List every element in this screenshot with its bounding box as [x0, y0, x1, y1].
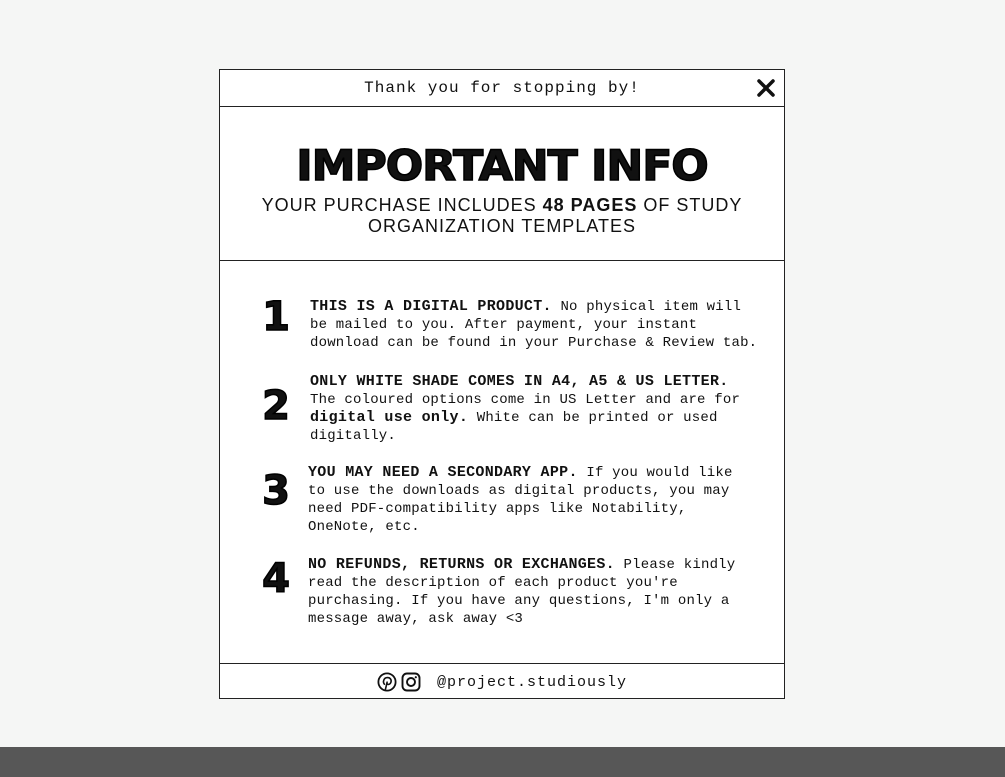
social-handle: @project.studiously [436, 673, 628, 691]
item-emphasis: digital use only. [310, 409, 469, 426]
item-heading: YOU MAY NEED A SECONDARY APP. [308, 464, 578, 481]
item-body: No physical item will be mailed to you. After payment, your instant download can be found in your Purchase & Review tab. [310, 299, 758, 351]
item-number: 1 [262, 294, 290, 340]
info-list [220, 260, 784, 664]
instagram-link[interactable] [401, 672, 421, 692]
item-body: If you would like to use the downloads as digital products, you may need PDF-compatibility apps like Notability, OneNote, etc. [308, 465, 733, 535]
summary-page-count: 48 PAGES [542, 195, 638, 215]
item-heading: ONLY WHITE SHADE COMES IN A4, A5 & US LETTER. [310, 373, 729, 390]
pinterest-icon[interactable] [377, 672, 397, 692]
item-text [310, 298, 760, 352]
item-heading: THIS IS A DIGITAL PRODUCT. [310, 298, 552, 315]
item-number: 4 [262, 556, 290, 602]
item-number: 2 [262, 383, 290, 429]
item-text [308, 556, 758, 628]
item-body-after: White can be printed or used digitally. [310, 410, 718, 444]
close-icon[interactable] [756, 78, 776, 98]
item-text [310, 373, 760, 445]
purchase-summary [260, 195, 744, 237]
item-body: The coloured options come in US Letter and are for [310, 392, 741, 408]
pinterest-link[interactable] [377, 672, 397, 692]
item-body: Please kindly read the description of each product you're purchasing. If you have any questions, I'm only a message away, ask away <3 [308, 557, 736, 627]
summary-text-after: OF STUDY ORGANIZATION TEMPLATES [367, 195, 743, 236]
item-number: 3 [262, 468, 290, 514]
popup-footer [220, 664, 784, 700]
popup-title: Thank you for stopping by! [364, 79, 640, 97]
info-popup [219, 69, 785, 699]
page-title: IMPORTANT INFO [296, 141, 708, 190]
close-button[interactable] [756, 78, 776, 98]
instagram-icon[interactable] [401, 672, 421, 692]
item-heading: NO REFUNDS, RETURNS OR EXCHANGES. [308, 556, 615, 573]
bottom-bar [0, 747, 1005, 777]
popup-titlebar [220, 70, 784, 107]
info-header [220, 106, 784, 261]
item-text [308, 464, 758, 536]
summary-text-before: YOUR PURCHASE INCLUDES [261, 195, 543, 215]
